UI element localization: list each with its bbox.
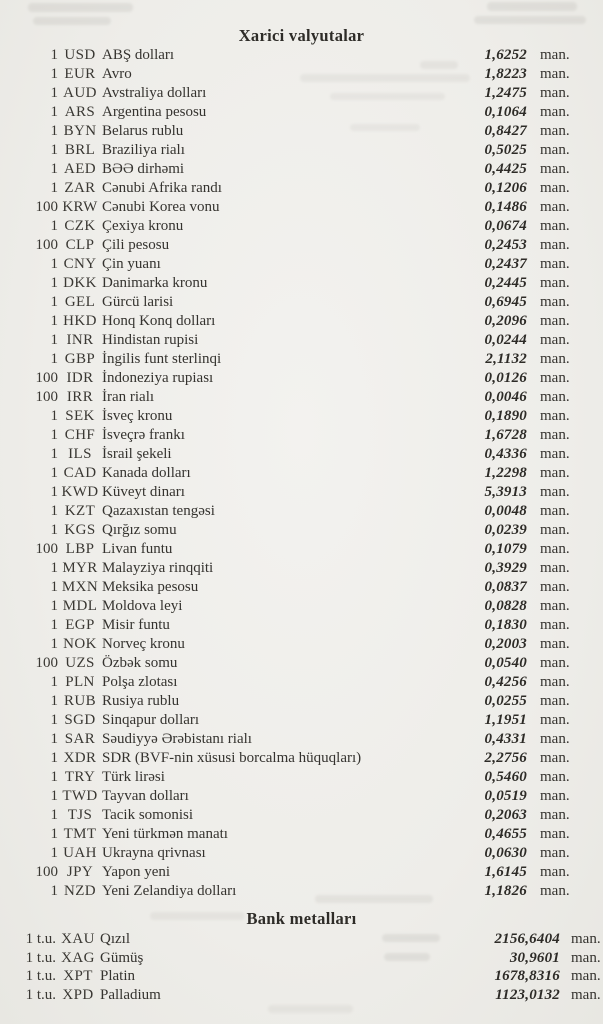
- rate-row-NZD: [0, 882, 603, 901]
- rate-value-cell: 0,0837: [484, 579, 527, 595]
- rate-value-cell: 1,6728: [484, 427, 527, 443]
- rate-value-cell: 0,0244: [484, 332, 527, 348]
- rate-value-cell: 1678,8316: [494, 968, 560, 984]
- unit-label: man.: [540, 351, 570, 367]
- rate-value-cell: 0,5460: [484, 769, 527, 785]
- unit-label: man.: [540, 655, 570, 671]
- rate-value-cell: 0,0630: [484, 845, 527, 861]
- amount-cell: 1: [50, 427, 58, 443]
- rate-value-cell: 2,1132: [485, 351, 527, 367]
- unit-label: man.: [540, 332, 570, 348]
- currency-code-cell: TWD: [62, 788, 98, 804]
- rate-row-SGD: [0, 711, 603, 730]
- amount-cell: 100: [35, 389, 58, 405]
- currency-code-cell: XPT: [63, 968, 93, 984]
- currency-code-cell: GBP: [64, 351, 96, 367]
- currency-code-cell: UZS: [65, 655, 95, 671]
- currency-name-cell: SDR (BVF-nin xüsusi borcalma hüquqları): [102, 750, 362, 766]
- amount-cell: 1: [50, 484, 58, 500]
- unit-label: man.: [540, 218, 570, 234]
- rate-value-cell: 5,3913: [484, 484, 527, 500]
- rate-row-ILS: [0, 445, 603, 464]
- amount-cell: 1: [50, 161, 58, 177]
- rate-value-cell: 1,1951: [484, 712, 527, 728]
- amount-cell: 1: [50, 503, 58, 519]
- currency-name-cell: Tayvan dolları: [102, 788, 189, 804]
- amount-cell: 1: [50, 275, 58, 291]
- currency-code-cell: TRY: [64, 769, 96, 785]
- rate-value-cell: 0,2063: [484, 807, 527, 823]
- rate-row-GEL: [0, 293, 603, 312]
- amount-cell: 1: [50, 294, 58, 310]
- rate-value-cell: 1,1826: [484, 883, 527, 899]
- rate-row-KGS: [0, 521, 603, 540]
- currency-code-cell: KZT: [64, 503, 96, 519]
- currency-code-cell: EUR: [64, 66, 96, 82]
- rate-value-cell: 0,0239: [484, 522, 527, 538]
- amount-cell: 1: [50, 465, 58, 481]
- unit-label: man.: [540, 275, 570, 291]
- currency-code-cell: RUB: [63, 693, 97, 709]
- currency-code-cell: ZAR: [64, 180, 96, 196]
- rate-value-cell: 0,0048: [484, 503, 527, 519]
- unit-label: man.: [540, 579, 570, 595]
- currency-code-cell: MXN: [61, 579, 99, 595]
- currency-name-cell: Yeni Zelandiya dolları: [102, 883, 237, 899]
- currency-name-cell: Qazaxıstan tengəsi: [102, 503, 215, 519]
- rate-row-HKD: [0, 312, 603, 331]
- currency-name-cell: Gürcü larisi: [102, 294, 174, 310]
- currency-code-cell: SAR: [64, 731, 96, 747]
- currency-code-cell: EGP: [65, 617, 95, 633]
- unit-label: man.: [540, 180, 570, 196]
- rate-row-USD: [0, 46, 603, 65]
- currency-name-cell: Belarus rublu: [102, 123, 184, 139]
- currency-code-cell: CLP: [65, 237, 95, 253]
- currency-name-cell: Platin: [100, 968, 136, 984]
- currency-code-cell: IRR: [66, 389, 94, 405]
- amount-cell: 1: [50, 560, 58, 576]
- amount-cell: 100: [35, 237, 58, 253]
- currency-code-cell: NOK: [63, 636, 97, 652]
- unit-label: man.: [540, 408, 570, 424]
- amount-cell: 1: [50, 845, 58, 861]
- currency-name-cell: Avstraliya dolları: [102, 85, 207, 101]
- rate-value-cell: 0,4336: [484, 446, 527, 462]
- unit-label: man.: [540, 731, 570, 747]
- unit-label: man.: [540, 750, 570, 766]
- rate-row-CNY: [0, 255, 603, 274]
- unit-label: man.: [540, 199, 570, 215]
- rate-row-RUB: [0, 692, 603, 711]
- rate-value-cell: 0,1206: [484, 180, 527, 196]
- rate-row-KZT: [0, 502, 603, 521]
- currency-name-cell: Sinqapur dolları: [102, 712, 200, 728]
- amount-cell: 1: [50, 104, 58, 120]
- amount-cell: 1: [50, 788, 58, 804]
- rate-row-BYN: [0, 122, 603, 141]
- rate-row-JPY: [0, 863, 603, 882]
- amount-cell: 1: [50, 47, 58, 63]
- currency-name-cell: İsveç kronu: [102, 408, 173, 424]
- currencies-section-title: Xarici valyutalar: [238, 26, 365, 45]
- amount-cell: 1: [50, 769, 58, 785]
- currency-name-cell: Danimarka kronu: [102, 275, 208, 291]
- currency-name-cell: Avro: [102, 66, 132, 82]
- currency-name-cell: Küveyt dinarı: [102, 484, 185, 500]
- rate-row-XAG: [0, 949, 603, 968]
- currency-code-cell: XAU: [61, 931, 95, 947]
- rate-row-AED: [0, 160, 603, 179]
- currency-name-cell: Misir funtu: [102, 617, 170, 633]
- unit-label: man.: [571, 931, 601, 947]
- unit-label: man.: [540, 484, 570, 500]
- currency-code-cell: AED: [63, 161, 97, 177]
- currency-name-cell: Ukrayna qrivnası: [102, 845, 206, 861]
- rate-value-cell: 0,0674: [484, 218, 527, 234]
- unit-label: man.: [540, 104, 570, 120]
- currency-code-cell: KRW: [62, 199, 98, 215]
- rate-row-UZS: [0, 654, 603, 673]
- amount-cell: 1: [50, 66, 58, 82]
- unit-label: man.: [540, 294, 570, 310]
- rate-row-INR: [0, 331, 603, 350]
- amount-cell: 1: [50, 332, 58, 348]
- rate-value-cell: 0,4425: [484, 161, 527, 177]
- currency-name-cell: Cənubi Afrika randı: [102, 180, 222, 196]
- currency-name-cell: İngilis funt sterlinqi: [102, 351, 222, 367]
- rate-row-TJS: [0, 806, 603, 825]
- unit-label: man.: [540, 826, 570, 842]
- amount-cell: 1: [50, 123, 58, 139]
- currency-code-cell: CZK: [64, 218, 96, 234]
- currency-code-cell: INR: [66, 332, 94, 348]
- currency-rate-table: [0, 46, 603, 901]
- currency-name-cell: Hindistan rupisi: [102, 332, 199, 348]
- currency-code-cell: ILS: [68, 446, 92, 462]
- rate-value-cell: 1,8223: [484, 66, 527, 82]
- unit-label: man.: [540, 237, 570, 253]
- currency-name-cell: İsrail şekeli: [102, 446, 172, 462]
- rate-value-cell: 0,0828: [484, 598, 527, 614]
- amount-cell: 1: [50, 674, 58, 690]
- unit-label: man.: [540, 465, 570, 481]
- rate-value-cell: 0,0126: [484, 370, 527, 386]
- unit-label: man.: [540, 636, 570, 652]
- currency-name-cell: Gümüş: [100, 949, 144, 966]
- currency-name-cell: Norveç kronu: [102, 636, 185, 652]
- rate-row-CAD: [0, 464, 603, 483]
- rate-row-PLN: [0, 673, 603, 692]
- amount-cell: 1: [50, 446, 58, 462]
- amount-cell: 1: [50, 313, 58, 329]
- rate-row-EGP: [0, 616, 603, 635]
- unit-label: man.: [540, 864, 570, 880]
- rate-row-SAR: [0, 730, 603, 749]
- rate-value-cell: 0,5025: [484, 142, 527, 158]
- currency-name-cell: Kanada dolları: [102, 465, 191, 481]
- amount-cell: 1: [50, 351, 58, 367]
- amount-cell: 100: [35, 199, 58, 215]
- rate-value-cell: 0,1064: [484, 104, 527, 120]
- amount-cell: 1: [50, 579, 58, 595]
- unit-label: man.: [540, 370, 570, 386]
- rate-value-cell: 0,1890: [484, 408, 527, 424]
- currency-name-cell: Yapon yeni: [102, 864, 171, 880]
- amount-cell: 1: [50, 807, 58, 823]
- currency-name-cell: ABŞ dolları: [102, 47, 175, 63]
- currency-name-cell: Qızıl: [100, 931, 130, 947]
- rate-value-cell: 0,0255: [484, 693, 527, 709]
- currency-code-cell: XDR: [63, 750, 97, 766]
- currency-name-cell: Braziliya rialı: [102, 142, 185, 158]
- rate-row-BRL: [0, 141, 603, 160]
- rate-value-cell: 0,2445: [484, 275, 527, 291]
- rate-value-cell: 0,4331: [484, 731, 527, 747]
- amount-cell: 1: [50, 256, 58, 272]
- currency-name-cell: Cənubi Korea vonu: [102, 199, 220, 215]
- rate-row-NOK: [0, 635, 603, 654]
- currency-code-cell: XPD: [62, 986, 94, 1003]
- currency-name-cell: Polşa zlotası: [102, 674, 178, 690]
- rate-row-MDL: [0, 597, 603, 616]
- currency-name-cell: Palladium: [100, 986, 161, 1003]
- currency-code-cell: KGS: [64, 522, 96, 538]
- currency-code-cell: XAG: [61, 949, 95, 966]
- unit-label: man.: [540, 617, 570, 633]
- currency-code-cell: TJS: [67, 807, 93, 823]
- amount-cell: 1: [50, 85, 58, 101]
- currency-name-cell: Livan funtu: [102, 541, 173, 557]
- unit-label: man.: [540, 313, 570, 329]
- rate-value-cell: 30,9601: [509, 949, 560, 966]
- currency-name-cell: Qırğız somu: [102, 522, 177, 538]
- currency-name-cell: Yeni türkmən manatı: [102, 826, 228, 842]
- rate-value-cell: 0,1486: [484, 199, 527, 215]
- rate-row-SEK: [0, 407, 603, 426]
- currency-name-cell: İran rialı: [102, 389, 155, 405]
- unit-label: man.: [571, 986, 601, 1003]
- amount-cell: 1 t.u.: [25, 986, 56, 1003]
- rate-value-cell: 0,2096: [484, 313, 527, 329]
- rate-value-cell: 1,6252: [484, 47, 527, 63]
- rate-value-cell: 1,6145: [484, 864, 527, 880]
- rate-row-TWD: [0, 787, 603, 806]
- rate-value-cell: 0,8427: [484, 123, 527, 139]
- amount-cell: 1: [50, 617, 58, 633]
- unit-label: man.: [571, 968, 601, 984]
- unit-label: man.: [540, 161, 570, 177]
- rate-row-MYR: [0, 559, 603, 578]
- unit-label: man.: [571, 949, 601, 966]
- currency-name-cell: BƏƏ dirhəmi: [102, 161, 185, 177]
- currency-code-cell: IDR: [66, 370, 94, 386]
- rate-value-cell: 0,2453: [484, 237, 527, 253]
- rate-row-LBP: [0, 540, 603, 559]
- amount-cell: 100: [35, 864, 58, 880]
- unit-label: man.: [540, 788, 570, 804]
- unit-label: man.: [540, 712, 570, 728]
- rate-row-XAU: [0, 930, 603, 949]
- rate-value-cell: 0,3929: [484, 560, 527, 576]
- rate-row-DKK: [0, 274, 603, 293]
- currency-code-cell: SGD: [64, 712, 96, 728]
- unit-label: man.: [540, 522, 570, 538]
- currency-name-cell: Çin yuanı: [102, 256, 161, 272]
- amount-cell: 1 t.u.: [25, 949, 56, 966]
- rate-value-cell: 0,0046: [484, 389, 527, 405]
- rate-row-EUR: [0, 65, 603, 84]
- currency-code-cell: CAD: [63, 465, 97, 481]
- amount-cell: 100: [35, 655, 58, 671]
- currency-code-cell: CNY: [63, 256, 97, 272]
- rate-row-IRR: [0, 388, 603, 407]
- rate-value-cell: 0,1830: [484, 617, 527, 633]
- rate-row-XPD: [0, 986, 603, 1005]
- unit-label: man.: [540, 142, 570, 158]
- rate-row-CLP: [0, 236, 603, 255]
- metals-section-title: Bank metalları: [246, 909, 357, 928]
- currency-name-cell: Çexiya kronu: [102, 218, 184, 234]
- currency-code-cell: LBP: [65, 541, 95, 557]
- amount-cell: 100: [35, 541, 58, 557]
- amount-cell: 1: [50, 750, 58, 766]
- currency-code-cell: GEL: [64, 294, 96, 310]
- amount-cell: 1: [50, 731, 58, 747]
- amount-cell: 1: [50, 522, 58, 538]
- currency-code-cell: JPY: [66, 864, 94, 880]
- bank-metals-rate-table: [0, 930, 603, 1004]
- rate-row-TMT: [0, 825, 603, 844]
- currency-code-cell: MDL: [62, 598, 98, 614]
- rate-row-TRY: [0, 768, 603, 787]
- currency-name-cell: Tacik somonisi: [102, 807, 194, 823]
- rate-row-AUD: [0, 84, 603, 103]
- currency-code-cell: BYN: [63, 123, 97, 139]
- rate-value-cell: 0,2003: [484, 636, 527, 652]
- rate-row-XPT: [0, 967, 603, 986]
- amount-cell: 1: [50, 218, 58, 234]
- amount-cell: 1 t.u.: [25, 968, 56, 984]
- amount-cell: 1: [50, 598, 58, 614]
- rate-value-cell: 1,2475: [484, 85, 527, 101]
- unit-label: man.: [540, 883, 570, 899]
- rate-value-cell: 2,2756: [484, 750, 527, 766]
- currency-name-cell: Özbək somu: [102, 655, 178, 671]
- currency-code-cell: MYR: [62, 560, 98, 576]
- rate-value-cell: 0,4655: [484, 826, 527, 842]
- unit-label: man.: [540, 85, 570, 101]
- currency-code-cell: SEK: [65, 408, 95, 424]
- rate-row-ZAR: [0, 179, 603, 198]
- unit-label: man.: [540, 807, 570, 823]
- unit-label: man.: [540, 560, 570, 576]
- unit-label: man.: [540, 598, 570, 614]
- currency-name-cell: İndoneziya rupiası: [102, 370, 214, 386]
- rate-row-KRW: [0, 198, 603, 217]
- unit-label: man.: [540, 446, 570, 462]
- currency-name-cell: Honq Konq dolları: [102, 313, 216, 329]
- currency-code-cell: USD: [64, 47, 96, 63]
- rate-row-MXN: [0, 578, 603, 597]
- amount-cell: 1: [50, 883, 58, 899]
- unit-label: man.: [540, 845, 570, 861]
- currency-name-cell: Meksika pesosu: [102, 579, 199, 595]
- currency-code-cell: KWD: [61, 484, 99, 500]
- rate-row-CHF: [0, 426, 603, 445]
- rate-row-GBP: [0, 350, 603, 369]
- rate-value-cell: 0,0540: [484, 655, 527, 671]
- rate-value-cell: 0,1079: [484, 541, 527, 557]
- rate-row-UAH: [0, 844, 603, 863]
- currency-name-cell: Moldova leyi: [102, 598, 183, 614]
- currency-code-cell: CHF: [64, 427, 96, 443]
- unit-label: man.: [540, 47, 570, 63]
- rate-value-cell: 0,4256: [484, 674, 527, 690]
- unit-label: man.: [540, 674, 570, 690]
- unit-label: man.: [540, 256, 570, 272]
- currency-name-cell: Türk lirəsi: [102, 769, 165, 785]
- currency-code-cell: ARS: [64, 104, 96, 120]
- rate-value-cell: 2156,6404: [494, 931, 560, 947]
- unit-label: man.: [540, 541, 570, 557]
- rate-row-CZK: [0, 217, 603, 236]
- currency-name-cell: İsveçrə frankı: [102, 427, 185, 443]
- currency-code-cell: HKD: [63, 313, 97, 329]
- rate-row-ARS: [0, 103, 603, 122]
- currency-name-cell: Argentina pesosu: [102, 104, 207, 120]
- currency-code-cell: AUD: [63, 85, 97, 101]
- unit-label: man.: [540, 389, 570, 405]
- unit-label: man.: [540, 427, 570, 443]
- currency-name-cell: Çili pesosu: [102, 237, 170, 253]
- amount-cell: 100: [35, 370, 58, 386]
- currency-code-cell: PLN: [65, 674, 95, 690]
- rate-row-KWD: [0, 483, 603, 502]
- unit-label: man.: [540, 503, 570, 519]
- rate-value-cell: 1123,0132: [495, 986, 560, 1003]
- amount-cell: 1: [50, 408, 58, 424]
- rate-row-IDR: [0, 369, 603, 388]
- amount-cell: 1: [50, 693, 58, 709]
- currency-code-cell: BRL: [64, 142, 96, 158]
- currency-name-cell: Rusiya rublu: [102, 693, 180, 709]
- rate-value-cell: 0,2437: [484, 256, 527, 272]
- rate-value-cell: 0,6945: [484, 294, 527, 310]
- unit-label: man.: [540, 66, 570, 82]
- currency-code-cell: NZD: [63, 883, 97, 899]
- currency-code-cell: TMT: [63, 826, 97, 842]
- currency-code-cell: DKK: [63, 275, 97, 291]
- rate-value-cell: 1,2298: [484, 465, 527, 481]
- amount-cell: 1: [50, 712, 58, 728]
- unit-label: man.: [540, 123, 570, 139]
- rate-row-XDR: [0, 749, 603, 768]
- amount-cell: 1 t.u.: [25, 931, 56, 947]
- amount-cell: 1: [50, 826, 58, 842]
- amount-cell: 1: [50, 636, 58, 652]
- currency-name-cell: Səudiyyə Ərəbistanı rialı: [102, 731, 252, 747]
- currency-code-cell: UAH: [63, 845, 97, 861]
- unit-label: man.: [540, 693, 570, 709]
- unit-label: man.: [540, 769, 570, 785]
- currency-name-cell: Malayziya rinqqiti: [102, 560, 214, 576]
- rate-value-cell: 0,0519: [484, 788, 527, 804]
- amount-cell: 1: [50, 142, 58, 158]
- amount-cell: 1: [50, 180, 58, 196]
